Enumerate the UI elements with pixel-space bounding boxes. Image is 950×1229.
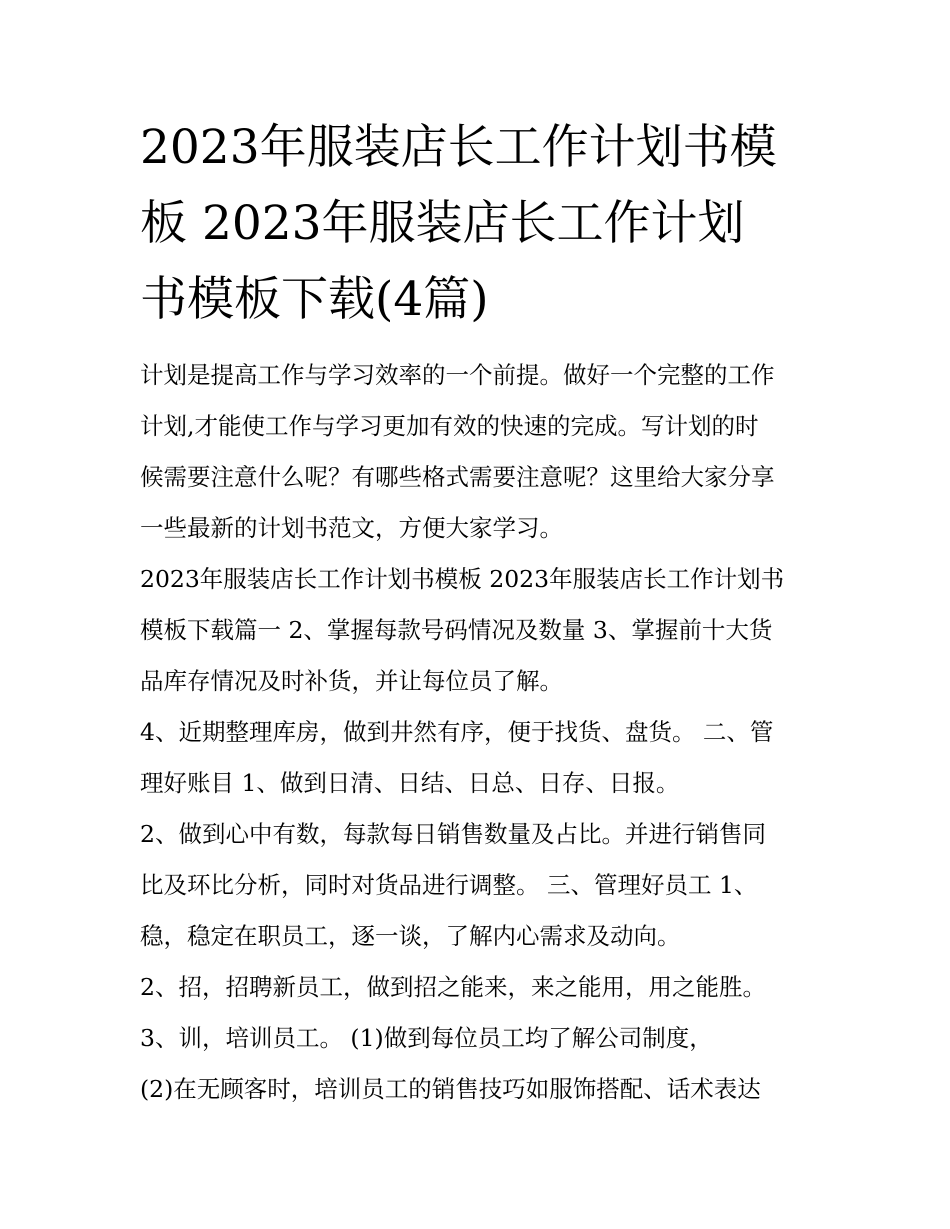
body-line: 2023年服装店长工作计划书模板 2023年服装店长工作计划书 [140, 565, 785, 593]
body-line: (2)在无顾客时，培训员工的销售技巧如服饰搭配、话术表达 [140, 1075, 761, 1103]
body-line: 模板下载篇一 2、掌握每款号码情况及数量 3、掌握前十大货 [140, 616, 773, 644]
title-line: 2023年服装店长工作计划书模 [140, 120, 777, 175]
document-body [140, 350, 830, 1115]
body-line: 计划,才能使工作与学习更加有效的快速的完成。写计划的时 [140, 412, 759, 440]
title-line: 书模板下载(4篇) [140, 272, 489, 327]
title-line: 板 2023年服装店长工作计划 [140, 196, 745, 251]
body-line: 候需要注意什么呢？有哪些格式需要注意呢？这里给大家分享 [140, 463, 775, 491]
body-line: 2、招，招聘新员工，做到招之能来，来之能用，用之能胜。 [140, 973, 766, 1001]
body-line: 4、近期整理库房，做到井然有序，便于找货、盘货。 二、管 [140, 718, 774, 746]
body-line: 计划是提高工作与学习效率的一个前提。做好一个完整的工作 [140, 361, 775, 389]
body-line: 2、做到心中有数，每款每日销售数量及占比。并进行销售同 [140, 820, 766, 848]
body-line: 稳，稳定在职员工，逐一谈，了解内心需求及动向。 [140, 922, 681, 950]
body-line: 比及环比分析，同时对货品进行调整。 三、管理好员工 1、 [140, 871, 758, 899]
body-line: 一些最新的计划书范文，方便大家学习。 [140, 514, 563, 542]
body-line: 品库存情况及时补货，并让每位员了解。 [140, 667, 563, 695]
body-line: 理好账目 1、做到日清、日结、日总、日存、日报。 [140, 769, 680, 797]
body-line: 3、训，培训员工。 (1)做到每位员工均了解公司制度， [140, 1024, 713, 1052]
document-title [140, 110, 820, 338]
